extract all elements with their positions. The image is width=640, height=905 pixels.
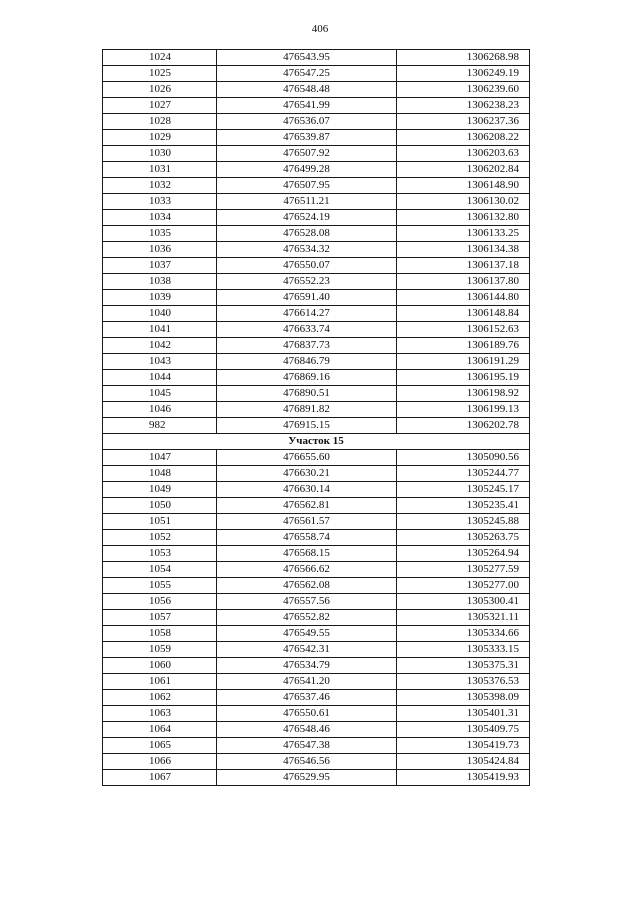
x-coordinate-cell: 476552.23 [217, 274, 397, 290]
x-coordinate-cell: 476890.51 [217, 386, 397, 402]
x-coordinate-cell: 476558.74 [217, 530, 397, 546]
y-coordinate-cell: 1305245.88 [397, 514, 530, 530]
point-number-cell: 1055 [103, 578, 217, 594]
table-row [103, 610, 530, 626]
table-row [103, 210, 530, 226]
point-number-cell: 1050 [103, 498, 217, 514]
table-row [103, 466, 530, 482]
y-coordinate-cell: 1306239.60 [397, 82, 530, 98]
y-coordinate-cell: 1305401.31 [397, 706, 530, 722]
x-coordinate-cell: 476614.27 [217, 306, 397, 322]
point-number-cell: 1059 [103, 642, 217, 658]
table-row [103, 322, 530, 338]
point-number-cell: 1024 [103, 50, 217, 66]
y-coordinate-cell: 1305244.77 [397, 466, 530, 482]
point-number-cell: 1058 [103, 626, 217, 642]
table-row [103, 738, 530, 754]
table-row [103, 594, 530, 610]
y-coordinate-cell: 1306134.38 [397, 242, 530, 258]
point-number-cell: 1065 [103, 738, 217, 754]
y-coordinate-cell: 1306249.19 [397, 66, 530, 82]
x-coordinate-cell: 476561.57 [217, 514, 397, 530]
point-number-cell: 1048 [103, 466, 217, 482]
x-coordinate-cell: 476511.21 [217, 194, 397, 210]
y-coordinate-cell: 1306268.98 [397, 50, 530, 66]
x-coordinate-cell: 476591.40 [217, 290, 397, 306]
point-number-cell: 1030 [103, 146, 217, 162]
point-number-cell: 1041 [103, 322, 217, 338]
point-number-cell: 1027 [103, 98, 217, 114]
table-row [103, 482, 530, 498]
point-number-cell: 1064 [103, 722, 217, 738]
point-number-cell: 1044 [103, 370, 217, 386]
coordinates-table-body [103, 50, 530, 786]
y-coordinate-cell: 1306191.29 [397, 354, 530, 370]
point-number-cell: 1035 [103, 226, 217, 242]
table-row [103, 674, 530, 690]
y-coordinate-cell: 1305409.75 [397, 722, 530, 738]
y-coordinate-cell: 1305334.66 [397, 626, 530, 642]
y-coordinate-cell: 1306144.80 [397, 290, 530, 306]
table-row [103, 514, 530, 530]
section-heading-row [103, 434, 530, 450]
point-number-cell: 1067 [103, 770, 217, 786]
y-coordinate-cell: 1305376.53 [397, 674, 530, 690]
y-coordinate-cell: 1306152.63 [397, 322, 530, 338]
table-row [103, 354, 530, 370]
point-number-cell: 1032 [103, 178, 217, 194]
x-coordinate-cell: 476550.07 [217, 258, 397, 274]
y-coordinate-cell: 1306198.92 [397, 386, 530, 402]
point-number-cell: 1066 [103, 754, 217, 770]
y-coordinate-cell: 1305398.09 [397, 690, 530, 706]
x-coordinate-cell: 476529.95 [217, 770, 397, 786]
table-row [103, 290, 530, 306]
table-row [103, 66, 530, 82]
table-row [103, 706, 530, 722]
table-row [103, 642, 530, 658]
y-coordinate-cell: 1306238.23 [397, 98, 530, 114]
point-number-cell: 1052 [103, 530, 217, 546]
table-row [103, 242, 530, 258]
table-row [103, 226, 530, 242]
point-number-cell: 1054 [103, 562, 217, 578]
y-coordinate-cell: 1306203.63 [397, 146, 530, 162]
point-number-cell: 1047 [103, 450, 217, 466]
table-row [103, 162, 530, 178]
page-number: 406 [311, 23, 329, 35]
x-coordinate-cell: 476548.48 [217, 82, 397, 98]
point-number-cell: 1046 [103, 402, 217, 418]
x-coordinate-cell: 476566.62 [217, 562, 397, 578]
x-coordinate-cell: 476541.99 [217, 98, 397, 114]
x-coordinate-cell: 476528.08 [217, 226, 397, 242]
table-row [103, 546, 530, 562]
x-coordinate-cell: 476891.82 [217, 402, 397, 418]
section-heading: Участок 15 [103, 434, 530, 450]
table-row [103, 178, 530, 194]
table-row [103, 82, 530, 98]
y-coordinate-cell: 1306137.80 [397, 274, 530, 290]
table-row [103, 658, 530, 674]
table-row [103, 258, 530, 274]
table-row [103, 578, 530, 594]
point-number-cell: 1028 [103, 114, 217, 130]
y-coordinate-cell: 1306237.36 [397, 114, 530, 130]
point-number-cell: 1029 [103, 130, 217, 146]
point-number-cell: 1038 [103, 274, 217, 290]
x-coordinate-cell: 476543.95 [217, 50, 397, 66]
y-coordinate-cell: 1305090.56 [397, 450, 530, 466]
table-row [103, 114, 530, 130]
table-row [103, 770, 530, 786]
x-coordinate-cell: 476655.60 [217, 450, 397, 466]
y-coordinate-cell: 1305419.73 [397, 738, 530, 754]
table-row [103, 626, 530, 642]
y-coordinate-cell: 1305263.75 [397, 530, 530, 546]
point-number-cell: 1037 [103, 258, 217, 274]
y-coordinate-cell: 1305333.15 [397, 642, 530, 658]
x-coordinate-cell: 476539.87 [217, 130, 397, 146]
y-coordinate-cell: 1306202.84 [397, 162, 530, 178]
point-number-cell: 1031 [103, 162, 217, 178]
y-coordinate-cell: 1305424.84 [397, 754, 530, 770]
point-number-cell: 1040 [103, 306, 217, 322]
x-coordinate-cell: 476524.19 [217, 210, 397, 226]
point-number-cell: 1039 [103, 290, 217, 306]
x-coordinate-cell: 476630.14 [217, 482, 397, 498]
point-number-cell: 1060 [103, 658, 217, 674]
point-number-cell: 1051 [103, 514, 217, 530]
y-coordinate-cell: 1305235.41 [397, 498, 530, 514]
y-coordinate-cell: 1306189.76 [397, 338, 530, 354]
table-row [103, 98, 530, 114]
table-row [103, 450, 530, 466]
point-number-cell: 1042 [103, 338, 217, 354]
y-coordinate-cell: 1305375.31 [397, 658, 530, 674]
y-coordinate-cell: 1306133.25 [397, 226, 530, 242]
x-coordinate-cell: 476536.07 [217, 114, 397, 130]
x-coordinate-cell: 476499.28 [217, 162, 397, 178]
x-coordinate-cell: 476557.56 [217, 594, 397, 610]
x-coordinate-cell: 476546.56 [217, 754, 397, 770]
table-row [103, 562, 530, 578]
x-coordinate-cell: 476846.79 [217, 354, 397, 370]
x-coordinate-cell: 476869.16 [217, 370, 397, 386]
x-coordinate-cell: 476568.15 [217, 546, 397, 562]
y-coordinate-cell: 1306195.19 [397, 370, 530, 386]
y-coordinate-cell: 1305245.17 [397, 482, 530, 498]
x-coordinate-cell: 476507.92 [217, 146, 397, 162]
table-row [103, 194, 530, 210]
point-number-cell: 1045 [103, 386, 217, 402]
x-coordinate-cell: 476547.38 [217, 738, 397, 754]
x-coordinate-cell: 476837.73 [217, 338, 397, 354]
table-row [103, 386, 530, 402]
x-coordinate-cell: 476548.46 [217, 722, 397, 738]
table-row [103, 370, 530, 386]
table-row [103, 690, 530, 706]
point-number-cell: 1053 [103, 546, 217, 562]
x-coordinate-cell: 476541.20 [217, 674, 397, 690]
point-number-cell: 1062 [103, 690, 217, 706]
y-coordinate-cell: 1306130.02 [397, 194, 530, 210]
y-coordinate-cell: 1306137.18 [397, 258, 530, 274]
y-coordinate-cell: 1306148.84 [397, 306, 530, 322]
y-coordinate-cell: 1305419.93 [397, 770, 530, 786]
y-coordinate-cell: 1306148.90 [397, 178, 530, 194]
point-number-cell: 1036 [103, 242, 217, 258]
x-coordinate-cell: 476915.15 [217, 418, 397, 434]
x-coordinate-cell: 476549.55 [217, 626, 397, 642]
x-coordinate-cell: 476562.81 [217, 498, 397, 514]
table-row [103, 338, 530, 354]
point-number-cell: 1056 [103, 594, 217, 610]
x-coordinate-cell: 476550.61 [217, 706, 397, 722]
table-row [103, 306, 530, 322]
table-row [103, 146, 530, 162]
table-row [103, 530, 530, 546]
point-number-cell: 1025 [103, 66, 217, 82]
point-number-cell: 1026 [103, 82, 217, 98]
y-coordinate-cell: 1305264.94 [397, 546, 530, 562]
table-row [103, 50, 530, 66]
table-row [103, 130, 530, 146]
x-coordinate-cell: 476552.82 [217, 610, 397, 626]
y-coordinate-cell: 1306202.78 [397, 418, 530, 434]
y-coordinate-cell: 1305277.00 [397, 578, 530, 594]
point-number-cell: 1034 [103, 210, 217, 226]
y-coordinate-cell: 1305277.59 [397, 562, 530, 578]
x-coordinate-cell: 476507.95 [217, 178, 397, 194]
table-row [103, 498, 530, 514]
table-row [103, 274, 530, 290]
point-number-cell: 1033 [103, 194, 217, 210]
point-number-cell: 1057 [103, 610, 217, 626]
table-row [103, 402, 530, 418]
table-row [103, 754, 530, 770]
point-number-cell: 1063 [103, 706, 217, 722]
y-coordinate-cell: 1306132.80 [397, 210, 530, 226]
x-coordinate-cell: 476534.32 [217, 242, 397, 258]
coordinates-table [102, 49, 530, 786]
y-coordinate-cell: 1305300.41 [397, 594, 530, 610]
x-coordinate-cell: 476562.08 [217, 578, 397, 594]
point-number-cell: 1061 [103, 674, 217, 690]
x-coordinate-cell: 476542.31 [217, 642, 397, 658]
x-coordinate-cell: 476547.25 [217, 66, 397, 82]
x-coordinate-cell: 476633.74 [217, 322, 397, 338]
y-coordinate-cell: 1305321.11 [397, 610, 530, 626]
point-number-cell: 1043 [103, 354, 217, 370]
x-coordinate-cell: 476534.79 [217, 658, 397, 674]
point-number-cell: 982 [103, 418, 217, 434]
y-coordinate-cell: 1306199.13 [397, 402, 530, 418]
table-row [103, 418, 530, 434]
y-coordinate-cell: 1306208.22 [397, 130, 530, 146]
x-coordinate-cell: 476630.21 [217, 466, 397, 482]
table-row [103, 722, 530, 738]
point-number-cell: 1049 [103, 482, 217, 498]
x-coordinate-cell: 476537.46 [217, 690, 397, 706]
